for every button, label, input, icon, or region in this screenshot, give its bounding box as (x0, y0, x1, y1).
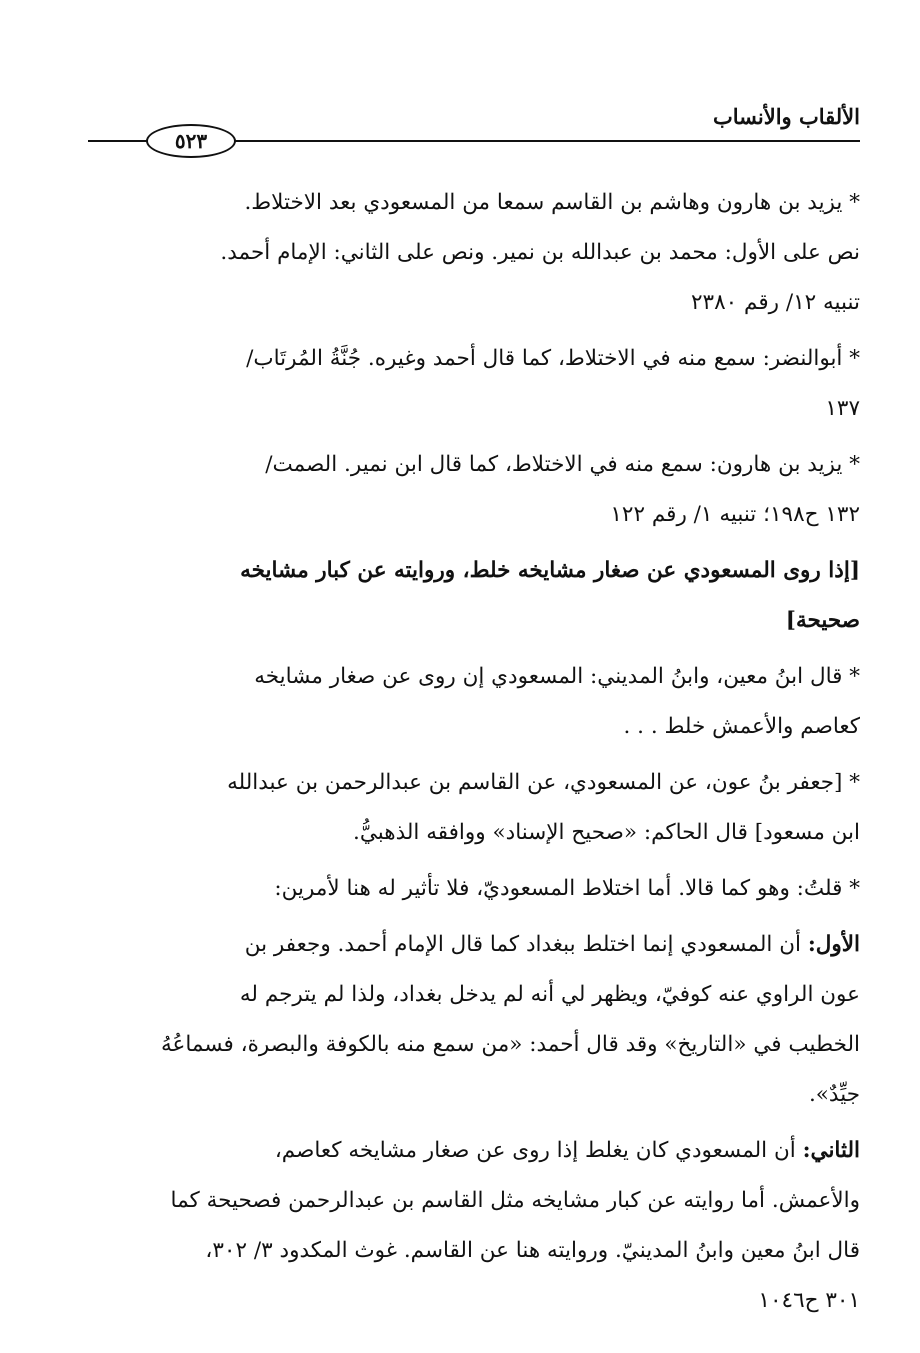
text-line: * أبوالنضر: سمع منه في الاختلاط، كما قال أحمد وغيره. جُنَّةُ المُرتَاب/ (246, 346, 860, 371)
paragraph (88, 652, 860, 752)
page-body (88, 178, 860, 1332)
text-line: * قلتُ: وهو كما قالا. أما اختلاط المسعوديّ، فلا تأثير له هنا لأمرين: (274, 876, 860, 901)
page-number: ٥٢٣ (146, 124, 236, 158)
text-line (88, 920, 860, 970)
page-header (88, 96, 860, 166)
section-heading (88, 546, 860, 646)
paragraph-lead: الأول: (807, 932, 860, 957)
text-line (88, 1126, 860, 1176)
text-line: * يزيد بن هارون وهاشم بن القاسم سمعا من المسعودي بعد الاختلاط. (244, 190, 860, 215)
text-line: * قال ابنُ معين، وابنُ المديني: المسعودي إن روى عن صغار مشايخه (254, 664, 860, 689)
paragraph (88, 440, 860, 540)
text-line: * [جعفر بنُ عون، عن المسعودي، عن القاسم بن عبدالرحمن بن عبدالله (227, 770, 860, 795)
running-title: الألقاب والأنساب (712, 104, 860, 129)
paragraph (88, 920, 860, 1120)
text-line: * يزيد بن هارون: سمع منه في الاختلاط، كما قال ابن نمير. الصمت/ (265, 452, 860, 477)
text-line: نص على الأول: محمد بن عبدالله بن نمير. ونص على الثاني: الإمام أحمد. (220, 240, 860, 265)
text-line: صحيحة] (785, 608, 860, 633)
text-line: ٣٠١ ح١٠٤٦ (758, 1288, 860, 1313)
text-span: أن المسعودي كان يغلط إذا روى عن صغار مشايخه كعاصم، (274, 1138, 803, 1163)
text-line: الخطيب في «التاريخ» وقد قال أحمد: «من سمع منه بالكوفة والبصرة، فسماعُهُ (161, 1032, 860, 1057)
text-line: عون الراوي عنه كوفيّ، ويظهر لي أنه لم يدخل بغداد، ولذا لم يترجم له (239, 982, 860, 1007)
text-line: كعاصم والأعمش خلط . . . (623, 714, 860, 739)
text-line: ابن مسعود] قال الحاكم: «صحيح الإسناد» ووافقه الذهبيُّ. (353, 820, 860, 845)
text-line: ١٣٢ ح١٩٨؛ تنبيه ١/ رقم ١٢٢ (610, 502, 860, 527)
paragraph (88, 758, 860, 858)
paragraph-lead: الثاني: (802, 1138, 860, 1163)
text-line: تنبيه ١٢/ رقم ٢٣٨٠ (690, 290, 860, 315)
paragraph (88, 1126, 860, 1326)
text-line: ١٣٧ (825, 396, 860, 421)
text-line: [إذا روى المسعودي عن صغار مشايخه خلط، وروايته عن كبار مشايخه (240, 558, 860, 583)
paragraph (88, 864, 860, 914)
text-line: قال ابنُ معين وابنُ المدينيّ. وروايته هنا عن القاسم. غوث المكدود ٣/ ٣٠٢، (205, 1238, 860, 1263)
text-span: أن المسعودي إنما اختلط ببغداد كما قال الإمام أحمد. وجعفر بن (244, 932, 808, 957)
paragraph (88, 334, 860, 434)
text-line: جيِّدٌ». (808, 1082, 860, 1107)
text-line: والأعمش. أما روايته عن كبار مشايخه مثل القاسم بن عبدالرحمن فصحيحة كما (170, 1188, 860, 1213)
paragraph (88, 178, 860, 328)
